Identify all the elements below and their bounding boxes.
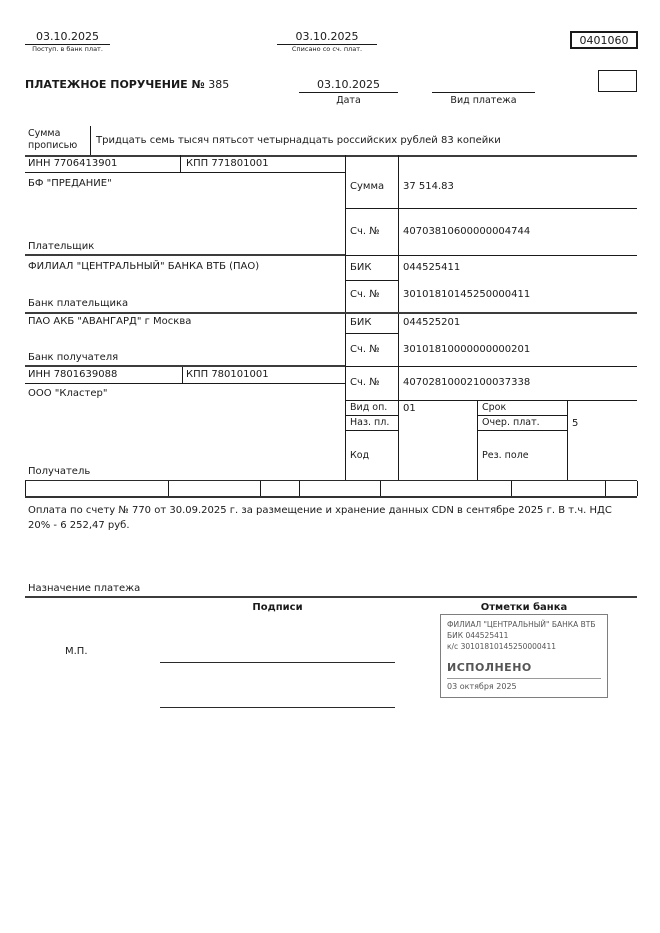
payee-bank-name: ПАО АКБ "АВАНГАРД" г Москва — [28, 316, 192, 327]
payer-account: 40703810600000004744 — [403, 226, 531, 237]
doc-date-underline — [299, 92, 398, 93]
table-line — [477, 400, 478, 480]
debited-date-caption: Списано со сч. плат. — [291, 45, 363, 53]
table-line — [180, 155, 181, 172]
received-date-caption: Поступ. в банк плат. — [32, 45, 103, 53]
payee-inn: ИНН 7801639088 — [28, 369, 118, 380]
form-code-box: 0401060 — [570, 31, 638, 49]
seal-place-label: М.П. — [65, 646, 88, 657]
stamp-date: 03 октября 2025 — [447, 681, 517, 691]
payee-kpp: КПП 780101001 — [186, 369, 269, 380]
table-line — [345, 366, 637, 367]
op-type-label: Вид оп. — [350, 402, 388, 413]
table-line — [605, 481, 606, 496]
payer-bank-bik-label: БИК — [350, 262, 372, 273]
payment-type-label: Вид платежа — [450, 95, 517, 106]
table-line — [345, 280, 398, 281]
table-line — [345, 155, 346, 480]
table-line — [345, 415, 398, 416]
payment-type-box — [598, 70, 637, 92]
table-line — [637, 481, 638, 496]
purpose-text: Оплата по счету № 770 от 30.09.2025 г. за размещение и хранение данных CDN в сентябре 2025 г. В т.ч. НДС 20% - 6 252,47 руб. — [28, 505, 612, 531]
table-line — [25, 254, 345, 256]
table-line — [25, 480, 637, 481]
amount-words-divider — [90, 126, 91, 155]
table-line — [182, 366, 183, 383]
table-line — [511, 481, 512, 496]
table-line — [345, 255, 637, 256]
table-line — [168, 481, 169, 496]
priority-label: Очер. плат. — [482, 417, 540, 428]
signatures-label: Подписи — [252, 602, 303, 613]
table-line — [345, 333, 398, 334]
op-type-value: 01 — [403, 403, 416, 414]
payee-account: 40702810002100037338 — [403, 377, 531, 388]
due-date-label: Срок — [482, 402, 507, 413]
payee-bank-label: Банк получателя — [28, 352, 119, 363]
payer-account-label: Сч. № — [350, 226, 380, 237]
table-line — [25, 383, 345, 384]
table-line — [477, 415, 567, 416]
amount-label: Сумма — [350, 181, 385, 192]
nazn-label: Наз. пл. — [350, 417, 390, 428]
table-line — [260, 481, 261, 496]
doc-title: ПЛАТЕЖНОЕ ПОРУЧЕНИЕ № — [25, 78, 205, 91]
payee-account-label: Сч. № — [350, 377, 380, 388]
table-line — [299, 481, 300, 496]
table-line — [380, 481, 381, 496]
code-label: Код — [350, 450, 370, 461]
payment-type-underline — [432, 92, 535, 93]
table-line — [25, 481, 26, 496]
table-line — [398, 155, 399, 480]
stamp-bik: БИК 044525411 — [447, 630, 509, 640]
signature-line — [160, 707, 395, 708]
payer-kpp: КПП 771801001 — [186, 158, 269, 169]
table-line — [567, 400, 568, 480]
payee-bank-account-label: Сч. № — [350, 344, 380, 355]
table-line — [345, 400, 637, 401]
priority-value: 5 — [572, 418, 579, 429]
payee-label: Получатель — [28, 466, 91, 477]
payer-label: Плательщик — [28, 241, 95, 252]
table-line — [477, 430, 567, 431]
payer-bank-account-label: Сч. № — [350, 289, 380, 300]
amount-words-value: Тридцать семь тысяч пятьсот четырнадцать российских рублей 83 копейки — [96, 135, 501, 146]
doc-title-row — [25, 78, 229, 92]
stamp-bank-name: ФИЛИАЛ "ЦЕНТРАЛЬНЫЙ" БАНКА ВТБ — [447, 620, 596, 629]
payer-bank-name: ФИЛИАЛ "ЦЕНТРАЛЬНЫЙ" БАНКА ВТБ (ПАО) — [28, 261, 260, 272]
payer-name: БФ "ПРЕДАНИЕ" — [28, 178, 112, 189]
payee-name: ООО "Кластер" — [28, 388, 108, 399]
payer-bank-label: Банк плательщика — [28, 298, 129, 309]
date-label: Дата — [336, 95, 361, 106]
debited-date: 03.10.2025 — [295, 30, 359, 43]
payer-inn: ИНН 7706413901 — [28, 158, 118, 169]
payee-bank-bik-label: БИК — [350, 317, 372, 328]
signature-line — [160, 662, 395, 663]
table-line — [25, 172, 345, 173]
doc-date: 03.10.2025 — [317, 78, 380, 91]
table-line — [345, 208, 637, 209]
table-line — [345, 430, 398, 431]
reserve-field-label: Рез. поле — [482, 450, 529, 461]
table-line — [25, 365, 345, 367]
received-date: 03.10.2025 — [36, 30, 99, 43]
amount-value: 37 514.83 — [403, 181, 454, 192]
stamp-status: ИСПОЛНЕНО — [447, 660, 532, 674]
table-line — [25, 312, 637, 314]
purpose-label: Назначение платежа — [28, 583, 141, 594]
doc-number: 385 — [208, 78, 230, 91]
table-line — [25, 496, 637, 498]
payee-bank-account: 30101810000000000201 — [403, 344, 531, 355]
bank-stamp — [440, 614, 608, 698]
payer-bank-bik: 044525411 — [403, 262, 461, 273]
section-line — [25, 596, 637, 598]
amount-words-label: Сумма прописью — [28, 128, 78, 152]
payee-bank-bik: 044525201 — [403, 317, 461, 328]
stamp-corr-account: к/с 30101810145250000411 — [447, 641, 556, 651]
stamp-divider — [447, 678, 601, 679]
payer-bank-account: 30101810145250000411 — [403, 289, 531, 300]
bank-marks-label: Отметки банка — [480, 602, 568, 613]
